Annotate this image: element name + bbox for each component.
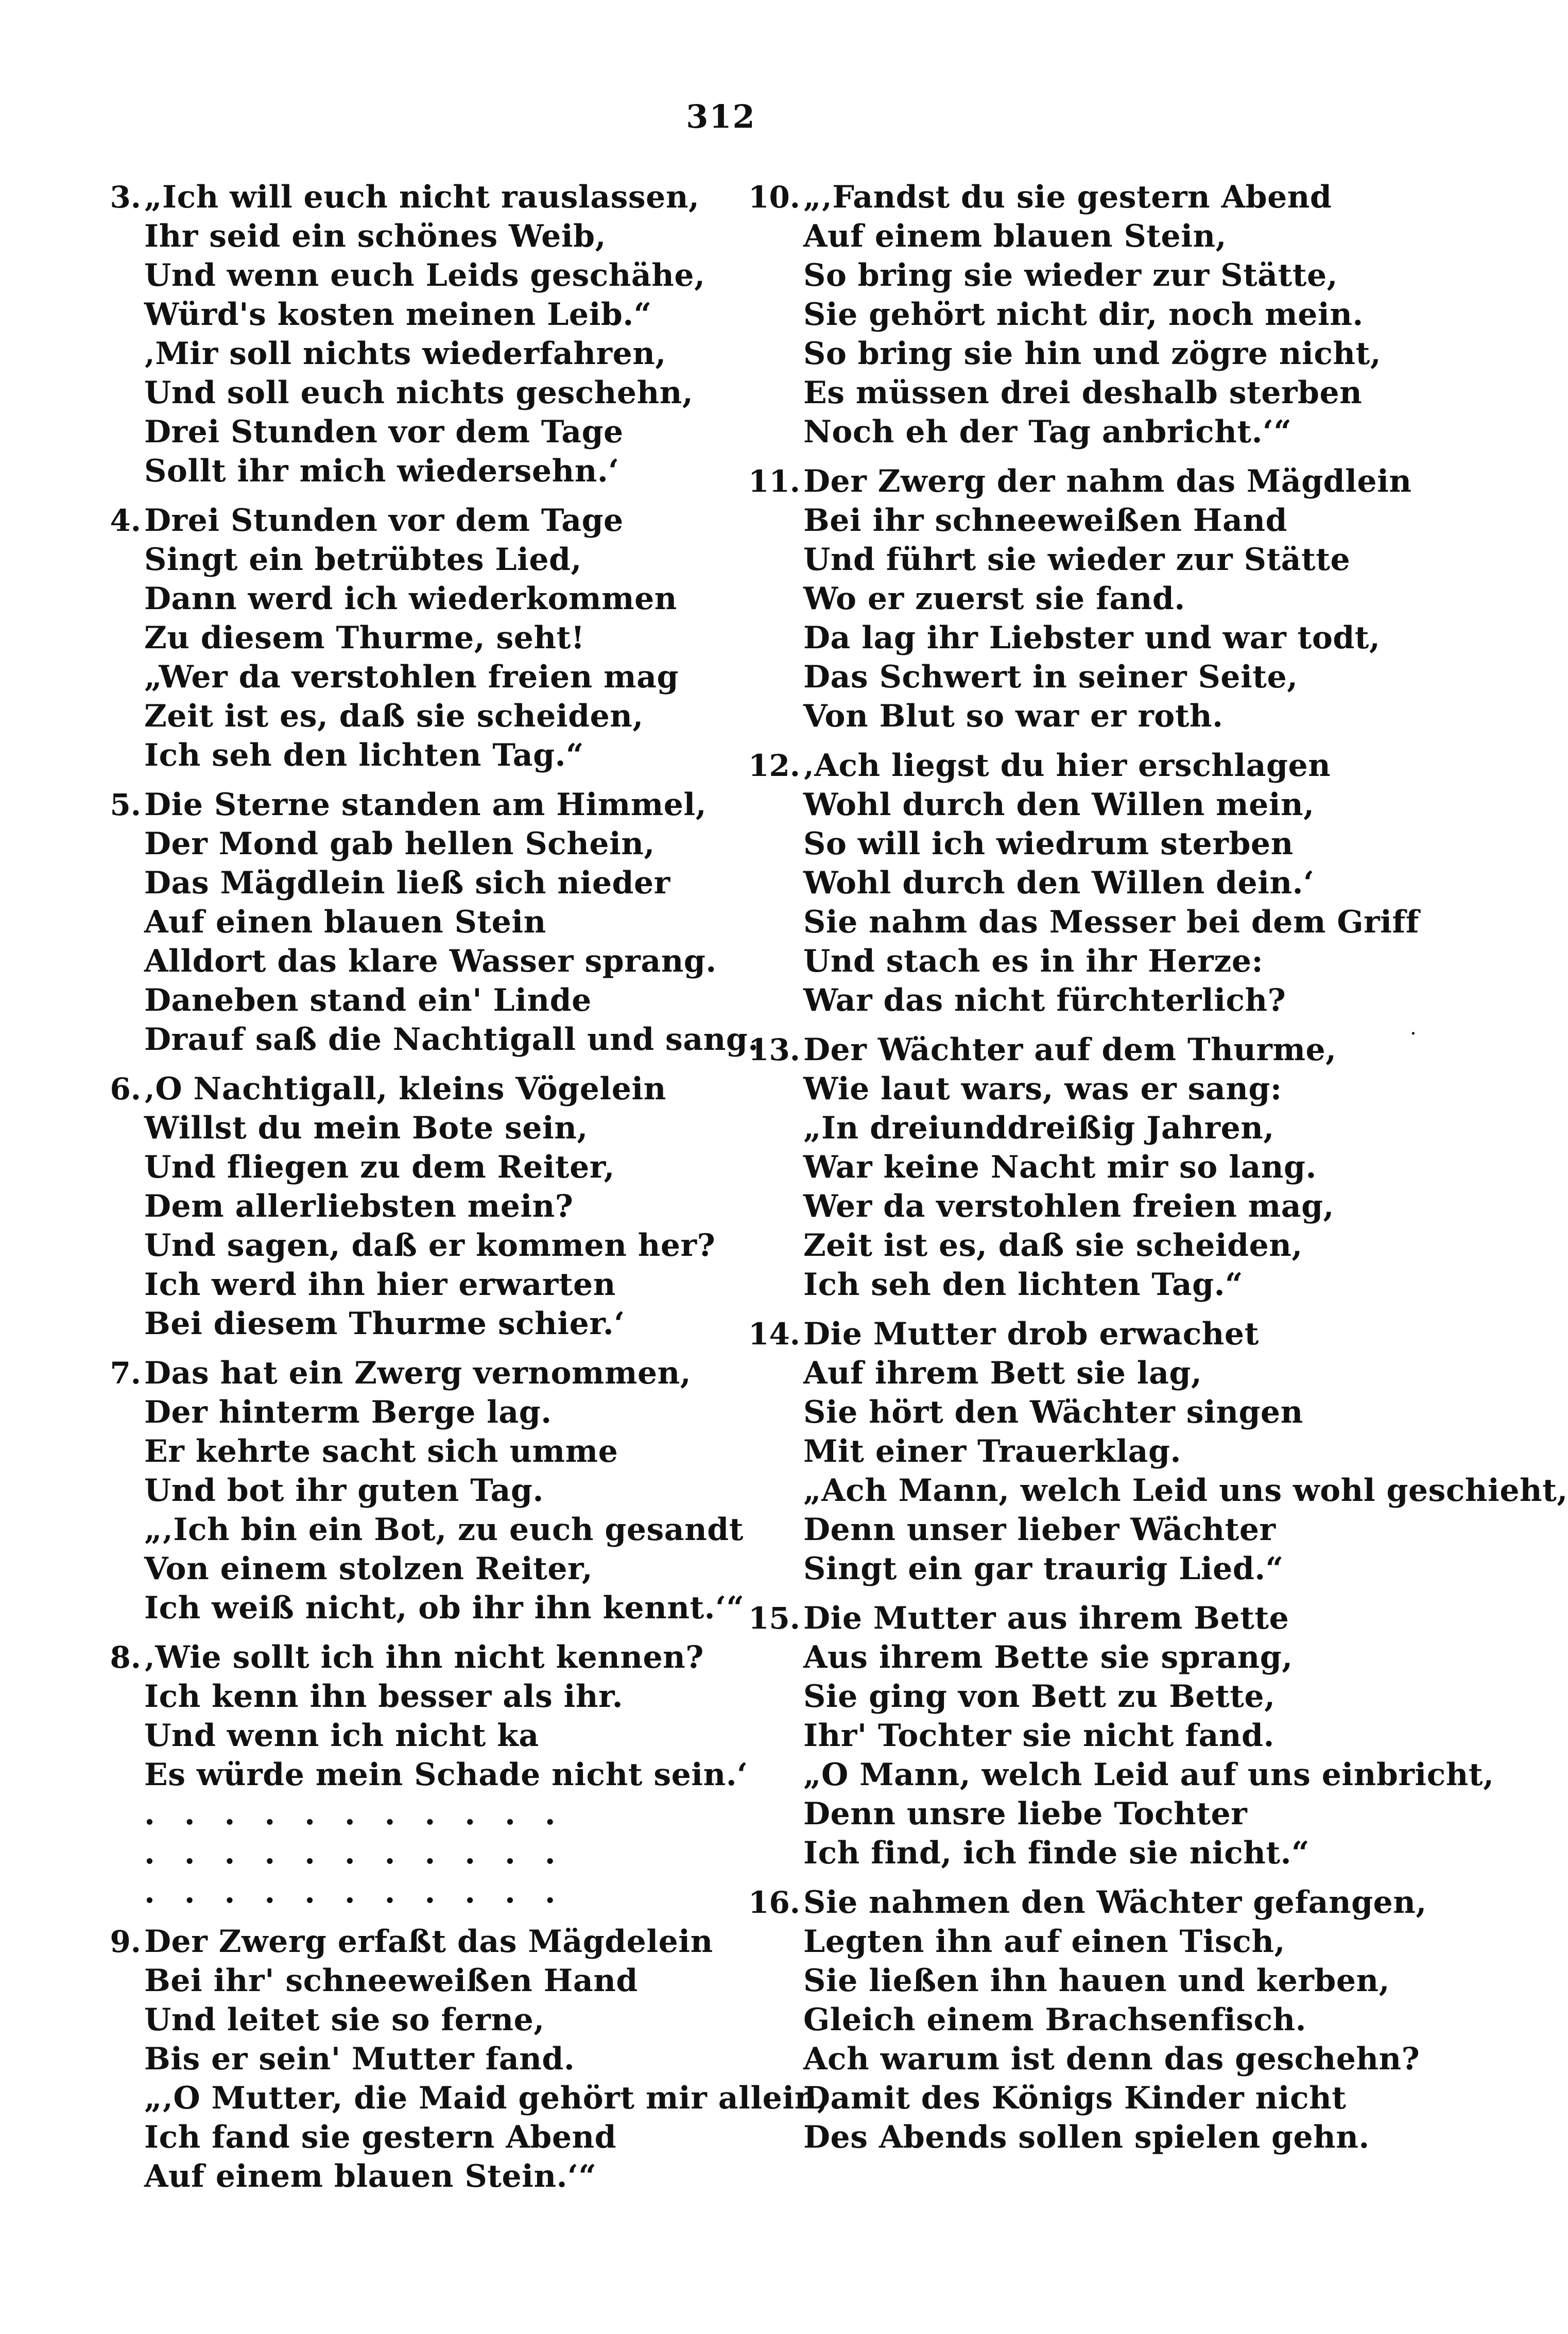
stanza xyxy=(742,1030,1380,1304)
stanza xyxy=(98,1638,748,1912)
verse-line: Das hat ein Zwerg vernommen, xyxy=(144,1355,692,1391)
verse-line: Und sagen, daß er kommen her? xyxy=(144,1227,716,1264)
verse-line: Drauf saß die Nachtigall und sang. xyxy=(144,1022,759,1058)
verse-line: Sie hört den Wächter singen xyxy=(803,1394,1303,1430)
verse-line: „O Mann, welch Leid auf uns einbricht, xyxy=(803,1757,1494,1793)
verse-line: Die Sterne standen am Himmel, xyxy=(144,787,707,823)
verse-line: Und soll euch nichts geschehn, xyxy=(144,375,694,411)
verse-line: Singt ein betrübtes Lied, xyxy=(144,542,582,578)
omission-dots: . . . . . . . . . . . xyxy=(144,1796,565,1832)
verse-line: Dem allerliebsten mein? xyxy=(144,1188,574,1224)
verse-line: Ich weiß nicht, ob ihr ihn kennt.‘“ xyxy=(144,1590,745,1626)
verse-line: ‚Wie sollt ich ihn nicht kennen? xyxy=(144,1639,704,1675)
margin-mark: · xyxy=(1410,1022,1417,1046)
stanza xyxy=(742,1883,1427,2157)
verse-line: Sie nahm das Messer bei dem Griff xyxy=(803,904,1420,940)
verse-line: Es würde mein Schade nicht sein.‘ xyxy=(144,1757,748,1793)
verse-line: Es müssen drei deshalb sterben xyxy=(803,375,1363,411)
verse-line: Drei Stunden vor dem Tage xyxy=(144,414,624,450)
stanza-number: 3. xyxy=(110,180,141,215)
verse-line: Sie ging von Bett zu Bette, xyxy=(803,1679,1276,1715)
verse-line: So bring sie hin und zögre nicht, xyxy=(803,336,1382,372)
verse-line: ‚Ach liegst du hier erschlagen xyxy=(803,748,1331,784)
verse-line: Ach warum ist denn das geschehn? xyxy=(803,2041,1420,2077)
verse-line: Und wenn euch Leids geschähe, xyxy=(144,257,705,293)
stanza xyxy=(742,1599,1494,1873)
verse-line: Zu diesem Thurme, seht! xyxy=(144,620,585,656)
verse-line: Ich werd ihn hier erwarten xyxy=(144,1267,616,1303)
verse-line: Dann werd ich wiederkommen xyxy=(144,581,677,617)
stanza-number: 9. xyxy=(110,1924,141,1959)
stanza-number: 5. xyxy=(110,787,141,822)
verse-line: „Ich will euch nicht rauslassen, xyxy=(144,179,700,215)
verse-line: Die Mutter drob erwachet xyxy=(803,1316,1259,1352)
verse-line: „‚O Mutter, die Maid gehört mir allein, xyxy=(144,2080,829,2116)
stanza-number: 15. xyxy=(748,1601,800,1636)
verse-line: So will ich wiedrum sterben xyxy=(803,826,1294,862)
stanza-number: 8. xyxy=(110,1640,141,1675)
verse-line: Auf einen blauen Stein xyxy=(144,904,546,940)
verse-line: Wie laut wars, was er sang: xyxy=(803,1071,1282,1107)
verse-line: ‚O Nachtigall, kleins Vögelein xyxy=(144,1071,666,1107)
right-column xyxy=(742,178,1568,2167)
verse-line: Ich seh den lichten Tag.“ xyxy=(803,1267,1243,1303)
stanza xyxy=(98,1922,829,2196)
stanza xyxy=(98,501,716,775)
verse-line: Und führt sie wieder zur Stätte xyxy=(803,542,1351,578)
verse-line: Bis er sein' Mutter fand. xyxy=(144,2041,575,2077)
stanza-number: 10. xyxy=(748,180,800,215)
verse-line: Und leitet sie so ferne, xyxy=(144,2002,545,2038)
verse-line: „Wer da verstohlen freien mag xyxy=(144,659,679,695)
verse-line: Zeit ist es, daß sie scheiden, xyxy=(144,698,644,734)
verse-line: Zeit ist es, daß sie scheiden, xyxy=(803,1227,1303,1264)
verse-line: ‚Mir soll nichts wiederfahren, xyxy=(144,336,666,372)
stanza-number: 14. xyxy=(748,1317,800,1352)
stanza xyxy=(98,1354,745,1628)
verse-line: „In dreiunddreißig Jahren, xyxy=(803,1110,1274,1146)
verse-line: „Ach Mann, welch Leid uns wohl geschieht, xyxy=(803,1473,1568,1509)
verse-line: Mit einer Trauerklag. xyxy=(803,1433,1181,1469)
verse-line: Das Schwert in seiner Seite, xyxy=(803,659,1298,695)
verse-line: Das Mägdlein ließ sich nieder xyxy=(144,865,670,901)
verse-line: Wohl durch den Willen mein, xyxy=(803,787,1315,823)
stanza xyxy=(742,462,1412,736)
verse-line: Bei ihr schneeweißen Hand xyxy=(803,503,1287,539)
verse-line: Von einem stolzen Reiter, xyxy=(144,1551,593,1587)
verse-line: Bei ihr' schneeweißen Hand xyxy=(144,1963,638,1999)
verse-line: Da lag ihr Liebster und war todt, xyxy=(803,620,1381,656)
verse-line: Würd's kosten meinen Leib.“ xyxy=(144,297,652,333)
verse-line: Ich kenn ihn besser als ihr. xyxy=(144,1679,624,1715)
stanza-number: 7. xyxy=(110,1356,141,1391)
verse-line: Daneben stand ein' Linde xyxy=(144,982,592,1018)
verse-line: Alldort das klare Wasser sprang. xyxy=(144,943,717,979)
stanza xyxy=(742,746,1420,1020)
verse-line: Willst du mein Bote sein, xyxy=(144,1110,588,1146)
stanza xyxy=(98,178,716,491)
verse-line: Der Wächter auf dem Thurme, xyxy=(803,1032,1337,1068)
stanza xyxy=(742,1315,1568,1588)
verse-line: Der Mond gab hellen Schein, xyxy=(144,826,655,862)
verse-line: Sie ließen ihn hauen und kerben, xyxy=(803,1963,1390,1999)
stanza-number: 6. xyxy=(110,1071,141,1107)
verse-line: Der Zwerg erfaßt das Mägdelein xyxy=(144,1924,713,1960)
verse-line: Singt ein gar traurig Lied.“ xyxy=(803,1551,1284,1587)
verse-line: Sie nahmen den Wächter gefangen, xyxy=(803,1885,1427,1921)
verse-line: Die Mutter aus ihrem Bette xyxy=(803,1600,1289,1636)
verse-line: Drei Stunden vor dem Tage xyxy=(144,503,624,539)
verse-line: War keine Nacht mir so lang. xyxy=(803,1149,1317,1185)
verse-line: Wohl durch den Willen dein.‘ xyxy=(803,865,1315,901)
verse-line: „‚Fandst du sie gestern Abend xyxy=(803,179,1332,215)
verse-line: Und wenn ich nicht ka xyxy=(144,1718,539,1754)
verse-line: Ihr' Tochter sie nicht fand. xyxy=(803,1718,1274,1754)
stanza-number: 13. xyxy=(748,1032,800,1067)
omission-dots: . . . . . . . . . . . xyxy=(144,1835,565,1871)
verse-line: Er kehrte sacht sich umme xyxy=(144,1433,618,1469)
verse-line: Wo er zuerst sie fand. xyxy=(803,581,1185,617)
verse-line: Denn unsre liebe Tochter xyxy=(803,1796,1248,1832)
verse-line: „‚Ich bin ein Bot, zu euch gesandt xyxy=(144,1512,744,1548)
stanza-number: 12. xyxy=(748,748,800,783)
verse-line: Und fliegen zu dem Reiter, xyxy=(144,1149,615,1185)
verse-line: Und bot ihr guten Tag. xyxy=(144,1473,544,1509)
verse-line: Der Zwerg der nahm das Mägdlein xyxy=(803,463,1412,499)
verse-line: Ich seh den lichten Tag.“ xyxy=(144,737,584,773)
verse-line: Und stach es in ihr Herze: xyxy=(803,943,1264,979)
verse-line: Der hinterm Berge lag. xyxy=(144,1394,552,1430)
verse-line: Ihr seid ein schönes Weib, xyxy=(144,218,606,254)
verse-line: Gleich einem Brachsenfisch. xyxy=(803,2002,1307,2038)
verse-line: Auf ihrem Bett sie lag, xyxy=(803,1355,1202,1391)
stanza-number: 16. xyxy=(748,1885,800,1920)
verse-line: Auf einem blauen Stein, xyxy=(803,218,1227,254)
verse-line: Wer da verstohlen freien mag, xyxy=(803,1188,1334,1224)
stanza xyxy=(98,785,759,1059)
omission-dots: . . . . . . . . . . . xyxy=(144,1874,565,1910)
verse-line: So bring sie wieder zur Stätte, xyxy=(803,257,1338,293)
stanza-number: 4. xyxy=(110,503,141,538)
verse-line: Des Abends sollen spielen gehn. xyxy=(803,2119,1370,2155)
verse-line: Legten ihn auf einen Tisch, xyxy=(803,1924,1285,1960)
verse-line: Noch eh der Tag anbricht.‘“ xyxy=(803,414,1292,450)
verse-line: Bei diesem Thurme schier.‘ xyxy=(144,1306,625,1342)
verse-line: Ich fand sie gestern Abend xyxy=(144,2119,617,2155)
verse-line: Aus ihrem Bette sie sprang, xyxy=(803,1639,1293,1675)
verse-line: Ich find, ich finde sie nicht.“ xyxy=(803,1835,1309,1871)
stanza-number: 11. xyxy=(748,464,800,499)
verse-line: War das nicht fürchterlich? xyxy=(803,982,1286,1018)
verse-line: Auf einem blauen Stein.‘“ xyxy=(144,2158,597,2194)
verse-line: Damit des Königs Kinder nicht xyxy=(803,2080,1347,2116)
verse-line: Denn unser lieber Wächter xyxy=(803,1512,1276,1548)
page-number: 312 xyxy=(686,98,756,135)
verse-line: Von Blut so war er roth. xyxy=(803,698,1224,734)
stanza xyxy=(742,178,1380,452)
verse-line: Sollt ihr mich wiedersehn.‘ xyxy=(144,453,619,489)
verse-line: Sie gehört nicht dir, noch mein. xyxy=(803,297,1364,333)
stanza xyxy=(98,1069,716,1343)
